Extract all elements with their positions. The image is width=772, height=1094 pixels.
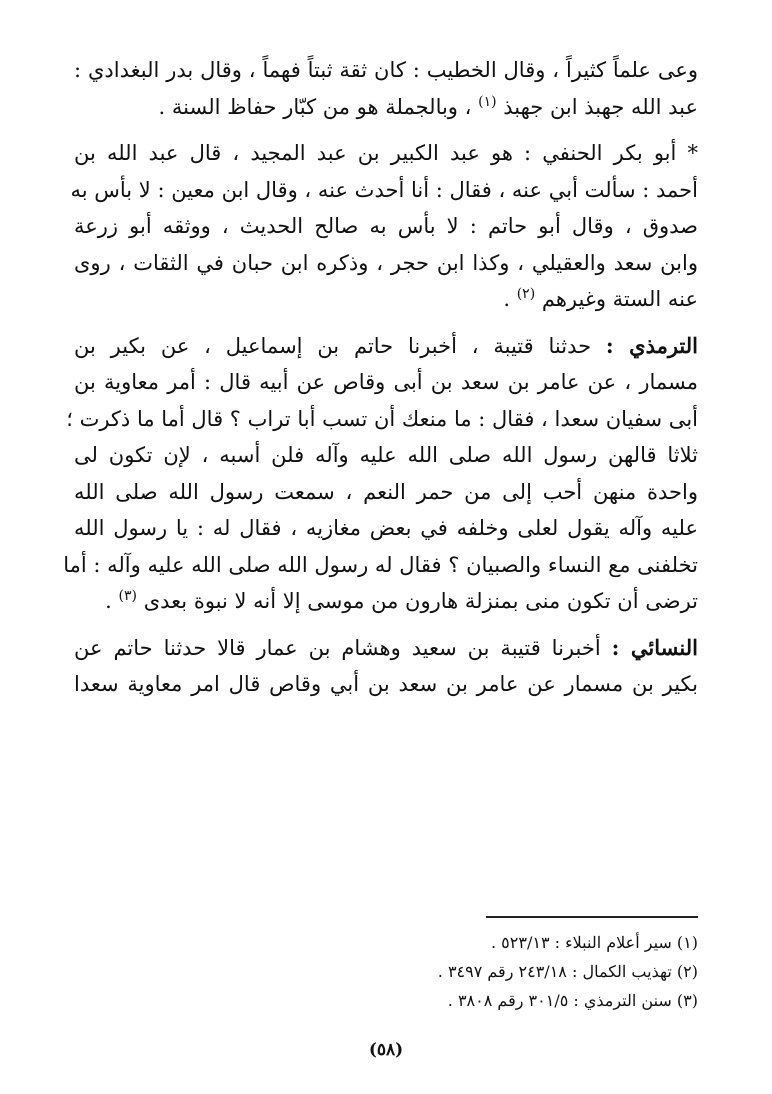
paragraph-abu-bakr-hanafi [70,135,698,318]
text-line: ثلاثا قالهن رسول الله صلى الله عليه وآله فلن أسبه ، لإن تكون لى [74,443,698,467]
text-line: بكير بن مسمار عن عامر بن سعد بن أبي وقاص قال امر معاوية سعدا [74,672,698,696]
text-line [74,583,698,620]
text-line: صدوق ، وقال أبو حاتم : لا بأس به صالح الحديث ، ووثقه أبو زرعة [74,214,698,238]
footnote-item: (١) سير أعلام النبلاء : ٥٢٣/١٣ . [491,933,698,952]
paragraph-tirmidhi [63,328,698,620]
text-line: واحدة منهن أحب إلى من حمر النعم ، سمعت رسول الله صلى الله [74,479,698,504]
text-line [74,328,698,365]
text-line: * أبو بكر الحنفي : هو عبد الكبير بن عبد المجيد ، قال عبد الله بن [74,141,698,165]
footnote-ref[interactable]: (٣) [118,588,138,604]
footnotes [74,928,698,1015]
text-segment: عبد الله جهبذ ابن جهبذ [503,94,698,119]
paragraph-khatib-quote [74,52,698,125]
footnote-item: (٢) تهذيب الكمال : ٢٤٣/١٨ رقم ٣٤٩٧ . [437,962,698,981]
text-line: أحمد : سألت أبي عنه ، فقال : أنا أحدث عنه ، وقال ابن معين : لا بأس به [70,177,698,202]
text-segment: أخبرنا قتيبة بن سعيد وهشام بن عمار قالا حدثنا حاتم عن [74,635,601,660]
page-number: (٥٨) [368,1040,404,1060]
footnote-ref[interactable]: (١) [478,93,497,110]
source-label-tirmidhi: الترمذي : [605,332,698,358]
text-line: وعى علماً كثيراً ، وقال الخطيب : كان ثقة ثبتاً فهماً ، وقال بدر البغدادي : [74,58,698,82]
text-line: وابن سعد والعقيلي ، وكذا ابن حجر ، وذكره ابن حبان في الثقات ، روى [74,250,698,275]
footnote-divider [486,916,698,918]
text-segment: . [503,287,511,311]
text-line [74,630,698,667]
text-segment: ، وبالجملة هو من كبّار حفاظ السنة . [158,94,472,119]
source-label-nasai: النسائي : [611,634,698,660]
text-segment: ترضى أن تكون منى بمنزلة هارون من موسى إلا أنه لا نبوة بعدى [143,589,698,613]
text-segment: حدثنا قتيبة ، أخبرنا حاتم بن إسماعيل ، عن بكير بن [74,333,592,358]
text-line: تخلفنى مع النساء والصبيان ؟ فقال له رسول الله صلى الله عليه وآله : أما [63,552,698,577]
paragraph-nasai [74,630,698,703]
text-line: عليه وآله يقول لعلى وخلفه في بعض مغازيه ، فقال له : يا رسول الله [74,516,698,540]
footnote-item: (٣) سنن الترمذي : ٣٠١/٥ رقم ٣٨٠٨ . [447,991,698,1010]
text-line [74,281,698,318]
text-segment: عنه الستة وغيرهم [541,287,698,311]
text-line: أبى سفيان سعدا ، فقال : ما منعك أن تسب أبا تراب ؟ قال أما ما ذكرت ؛ [66,406,698,431]
footnote-ref[interactable]: (٢) [516,286,536,302]
text-line [74,89,698,126]
text-segment: . [105,589,112,613]
text-line: مسمار ، عن عامر بن سعد بن أبى وقاص عن أبيه قال : أمر معاوية بن [74,370,698,394]
